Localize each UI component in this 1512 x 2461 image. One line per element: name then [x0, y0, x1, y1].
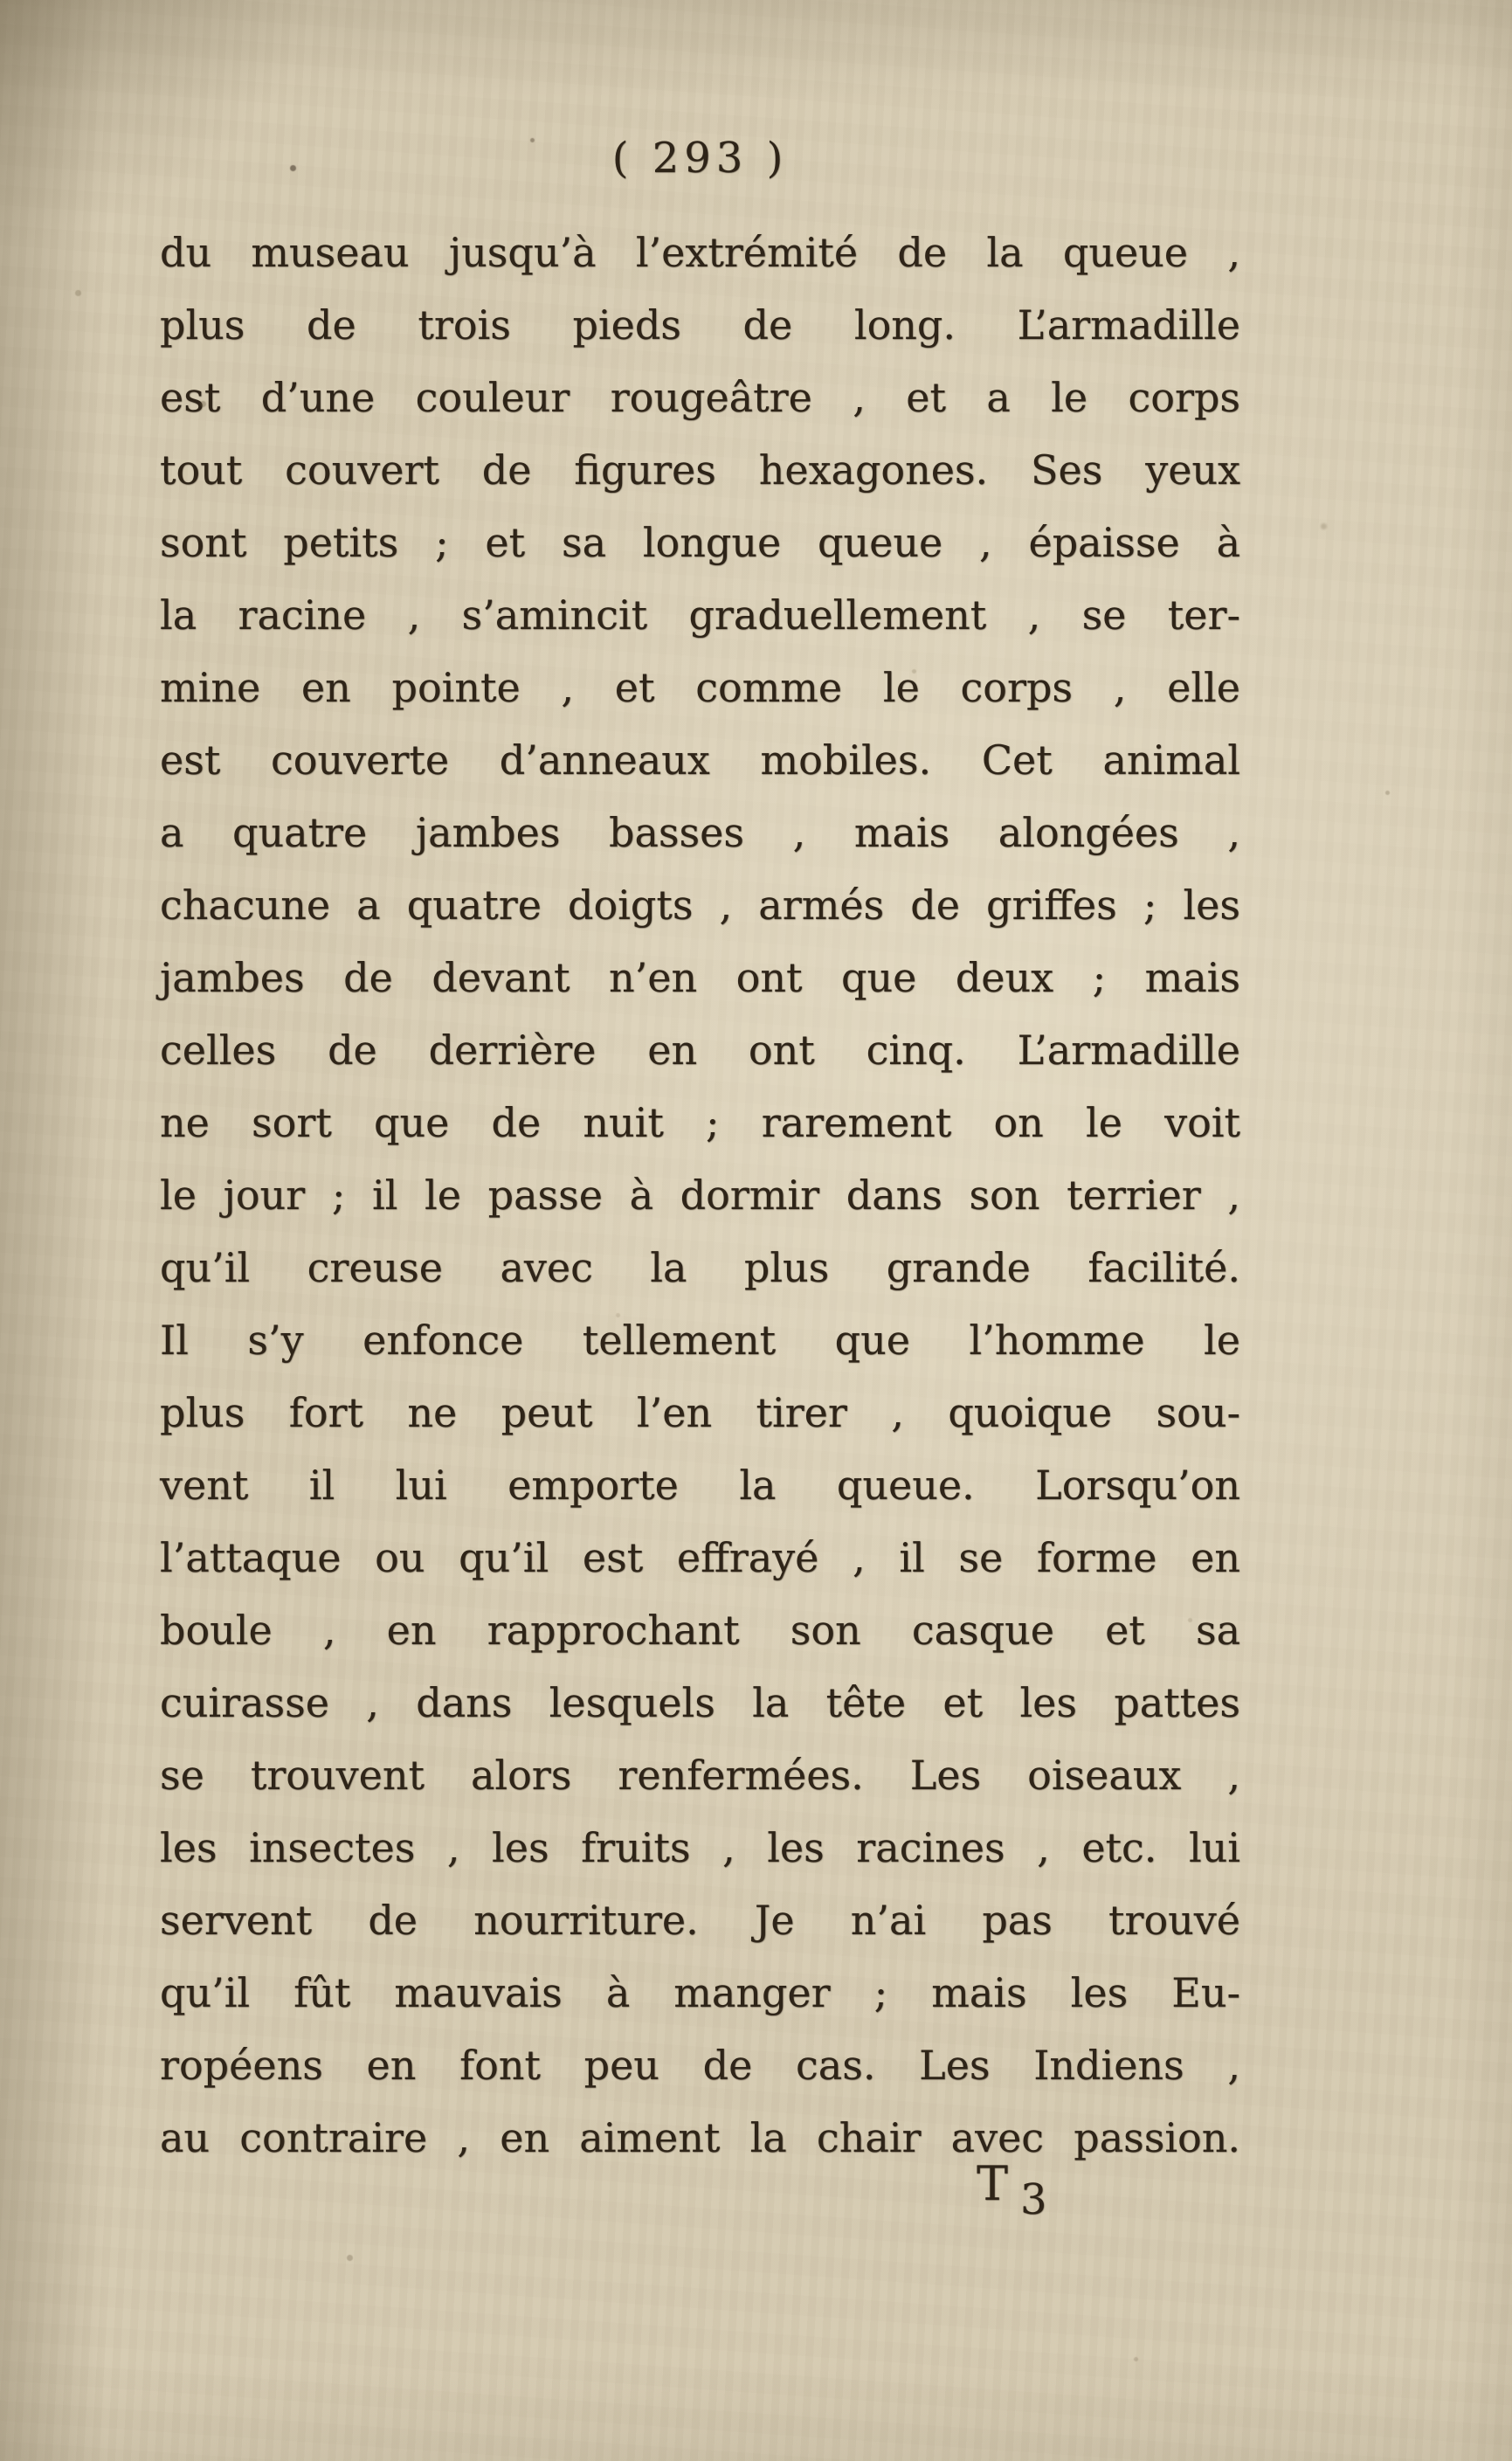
text-line: Il s’y enfonce tellement que l’homme le: [160, 1317, 1240, 1364]
text-line: plus de trois pieds de long. L’armadille: [160, 301, 1240, 349]
text-line: celles de derrière en ont cinq. L’armadille: [160, 1027, 1240, 1074]
text-line: l’attaque ou qu’il est effrayé , il se forme en: [160, 1534, 1240, 1581]
text-line: chacune a quatre doigts , armés de griffes ; les: [160, 881, 1240, 929]
signature-mark: [977, 2156, 1047, 2235]
text-line: qu’il fût mauvais à manger ; mais les Eu-: [160, 1969, 1240, 2016]
text-line: vent il lui emporte la queue. Lorsqu’on: [160, 1462, 1240, 1509]
text-line: ne sort que de nuit ; rarement on le voit: [160, 1099, 1240, 1146]
text-line: boule , en rapprochant son casque et sa: [160, 1607, 1240, 1654]
text-line: plus fort ne peut l’en tirer , quoique sou-: [160, 1389, 1240, 1436]
text-line: se trouvent alors renfermées. Les oiseaux ,: [160, 1752, 1240, 1799]
text-line: sont petits ; et sa longue queue , épaisse à: [160, 519, 1240, 566]
text-line: cuirasse , dans lesquels la tête et les pattes: [160, 1679, 1240, 1726]
text-line: qu’il creuse avec la plus grande facilité.: [160, 1244, 1240, 1291]
text-line: est d’une couleur rougeâtre , et a le corps: [160, 374, 1240, 421]
text-line: servent de nourriture. Je n’ai pas trouvé: [160, 1897, 1240, 1944]
text-line: mine en pointe , et comme le corps , elle: [160, 664, 1240, 711]
text-line: a quatre jambes basses , mais alongées ,: [160, 809, 1240, 856]
signature-letter: T: [977, 2156, 1009, 2211]
text-line: jambes de devant n’en ont que deux ; mais: [160, 954, 1240, 1001]
text-line: le jour ; il le passe à dormir dans son terrier ,: [160, 1172, 1240, 1219]
text-line: tout couvert de figures hexagones. Ses yeux: [160, 446, 1240, 494]
text-line: du museau jusqu’à l’extrémité de la queue ,: [160, 229, 1240, 276]
text-line: au contraire , en aiment la chair avec passion.: [160, 2114, 1240, 2161]
text-line: ropéens en font peu de cas. Les Indiens ,: [160, 2042, 1240, 2089]
text-line: les insectes , les fruits , les racines , etc. lui: [160, 1824, 1240, 1871]
body-text: [160, 217, 1240, 2174]
signature-number: 3: [1020, 2175, 1047, 2224]
text-line: la racine , s’amincit graduellement , se ter-: [160, 591, 1240, 639]
page-number: ( 293 ): [611, 134, 789, 183]
paper-speckles: [0, 0, 4, 4]
text-line: est couverte d’anneaux mobiles. Cet animal: [160, 736, 1240, 784]
